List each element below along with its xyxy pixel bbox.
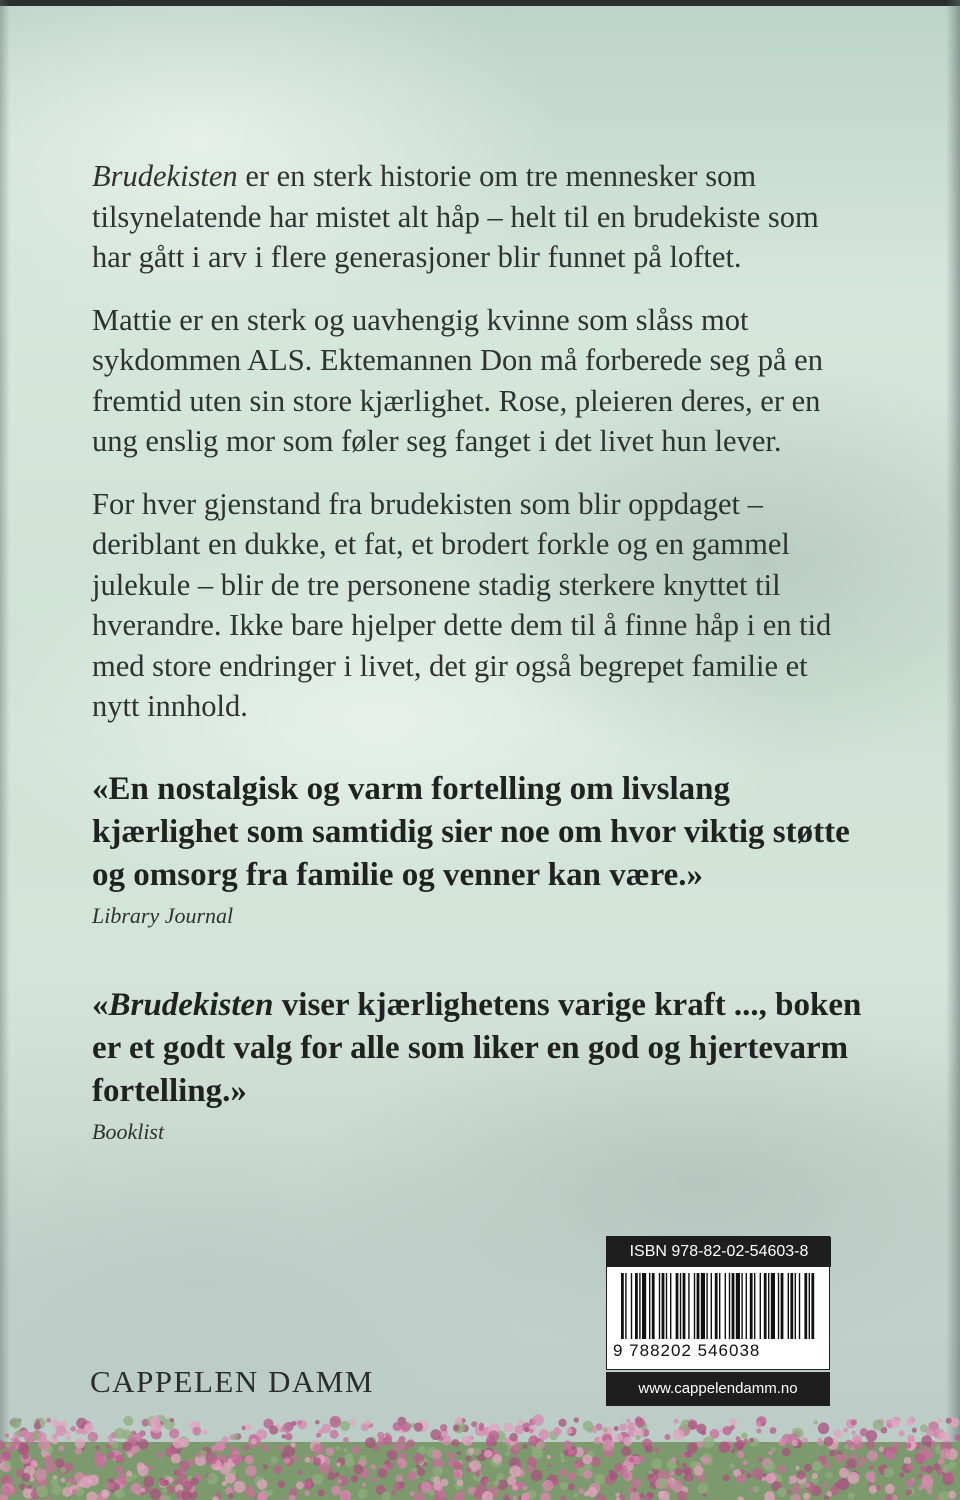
cover-left-edge xyxy=(0,0,10,1500)
blurb-paragraph-3: For hver gjenstand fra brudekisten som blir oppdaget – deriblant en dukke, et fat, et brodert forkle og en gammel julekule – blir de tre personene stadig sterkere knyttet til hverandre. Ikke bare hjelper dette dem til å finne håp i en tid med store endringer i livet, det gir også begrepet familie et nytt innhold. xyxy=(92,486,832,723)
review-quote-2-title: Brudekisten xyxy=(108,987,274,1023)
review-quote-2-source: Booklist xyxy=(92,1119,165,1144)
cover-spine-edge xyxy=(946,0,960,1500)
barcode-icon xyxy=(617,1273,821,1339)
flower-field-image xyxy=(0,1412,960,1500)
review-quote-1-text: «En nostalgisk og varm fortelling om livslang kjærlighet som samtidig sier noe om hvor viktig støtte og omsorg fra familie og venner kan være.» xyxy=(92,771,850,893)
blurb-paragraph-1 xyxy=(92,156,852,278)
publisher-website: www.cappelendamm.no xyxy=(606,1372,830,1406)
review-quote-2-text xyxy=(92,984,872,1113)
blurb-paragraph-2: Mattie er en sterk og uavhengig kvinne som slåss mot sykdommen ALS. Ektemannen Don må forberede seg på en fremtid uten sin store kjærlighet. Rose, pleieren deres, er en ung enslig mor som føler seg fanget i det livet hun lever. xyxy=(92,302,823,458)
review-quote-1 xyxy=(92,768,872,931)
isbn-barcode-box xyxy=(606,1236,830,1370)
review-quote-2-rest: viser kjærlighetens varige kraft ..., boken er et godt valg for alle som liker en god og hjertevarm fortelling.» xyxy=(92,987,862,1109)
cover-top-edge xyxy=(0,0,960,6)
blurb-text xyxy=(92,156,852,749)
isbn-label: ISBN 978-82-02-54603-8 xyxy=(607,1237,831,1267)
review-quote-2-open: « xyxy=(92,987,109,1023)
barcode-digits: 9 788202 546038 xyxy=(613,1341,761,1360)
review-quote-1-source: Library Journal xyxy=(92,903,234,928)
blurb-paragraph-1-text: er en sterk historie om tre mennesker som tilsynelatende har mistet alt håp – helt til en brudekiste som har gått i arv i flere generasjoner blir funnet på loftet. xyxy=(92,159,819,274)
book-title-inline: Brudekisten xyxy=(92,159,238,193)
review-quote-2 xyxy=(92,984,872,1147)
publisher-logo: CAPPELEN DAMM xyxy=(90,1364,374,1399)
